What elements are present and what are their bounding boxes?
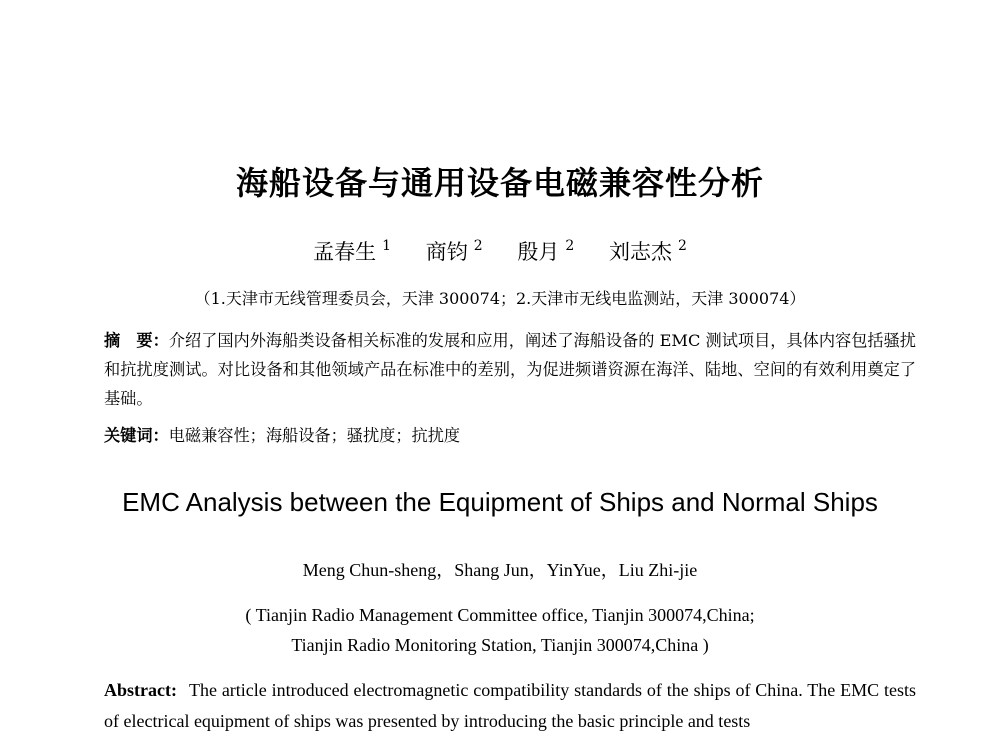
chinese-author [609, 236, 687, 266]
author-name: 殷月 [517, 240, 560, 264]
chinese-author [517, 236, 574, 266]
chinese-author [313, 236, 391, 266]
english-authors: Meng Chun-sheng，Shang Jun，YinYue，Liu Zhi-jie [302, 560, 698, 580]
chinese-keywords-label: 关键词： [104, 426, 169, 445]
chinese-authors [0, 236, 1000, 266]
chinese-abstract [104, 326, 916, 413]
english-abstract-label: Abstract: [104, 680, 177, 700]
author-name: 刘志杰 [608, 240, 672, 264]
english-affiliation-line: Tianjin Radio Monitoring Station, Tianjin 300074,China ) [291, 635, 709, 655]
english-affiliation [0, 600, 1000, 660]
author-name: 商钧 [425, 240, 468, 264]
author-affiliation-mark: 2 [473, 238, 483, 254]
author-affiliation-mark: 1 [382, 238, 392, 254]
chinese-affiliation: （1.天津市无线管理委员会，天津 300074；2.天津市无线电监测站，天津 300074） [194, 289, 806, 308]
chinese-author [426, 236, 483, 266]
english-title: EMC Analysis between the Equipment of Ships and Normal Ships [122, 487, 878, 517]
english-abstract [104, 675, 916, 737]
chinese-abstract-label: 摘 要： [104, 331, 169, 350]
english-abstract-text: The article introduced electromagnetic compatibility standards of the ships of China. The EMC tests of electrical equipment of ships was presented by introducing the basic principle and tests [104, 680, 916, 731]
chinese-keywords-text: 电磁兼容性；海船设备；骚扰度；抗扰度 [168, 426, 461, 445]
author-affiliation-mark: 2 [677, 238, 687, 254]
author-affiliation-mark: 2 [565, 238, 575, 254]
chinese-title: 海船设备与通用设备电磁兼容性分析 [235, 164, 764, 202]
author-name: 孟春生 [313, 240, 377, 264]
english-affiliation-line: ( Tianjin Radio Management Committee office, Tianjin 300074,China; [245, 605, 755, 625]
chinese-keywords [104, 421, 460, 450]
chinese-abstract-text: 介绍了国内外海船类设备相关标准的发展和应用，阐述了海船设备的 EMC 测试项目，具体内容包括骚扰和抗扰度测试。对比设备和其他领域产品在标准中的差别，为促进频谱资源在海洋、陆地、空间的有效利用奠定了基础。 [104, 331, 916, 408]
